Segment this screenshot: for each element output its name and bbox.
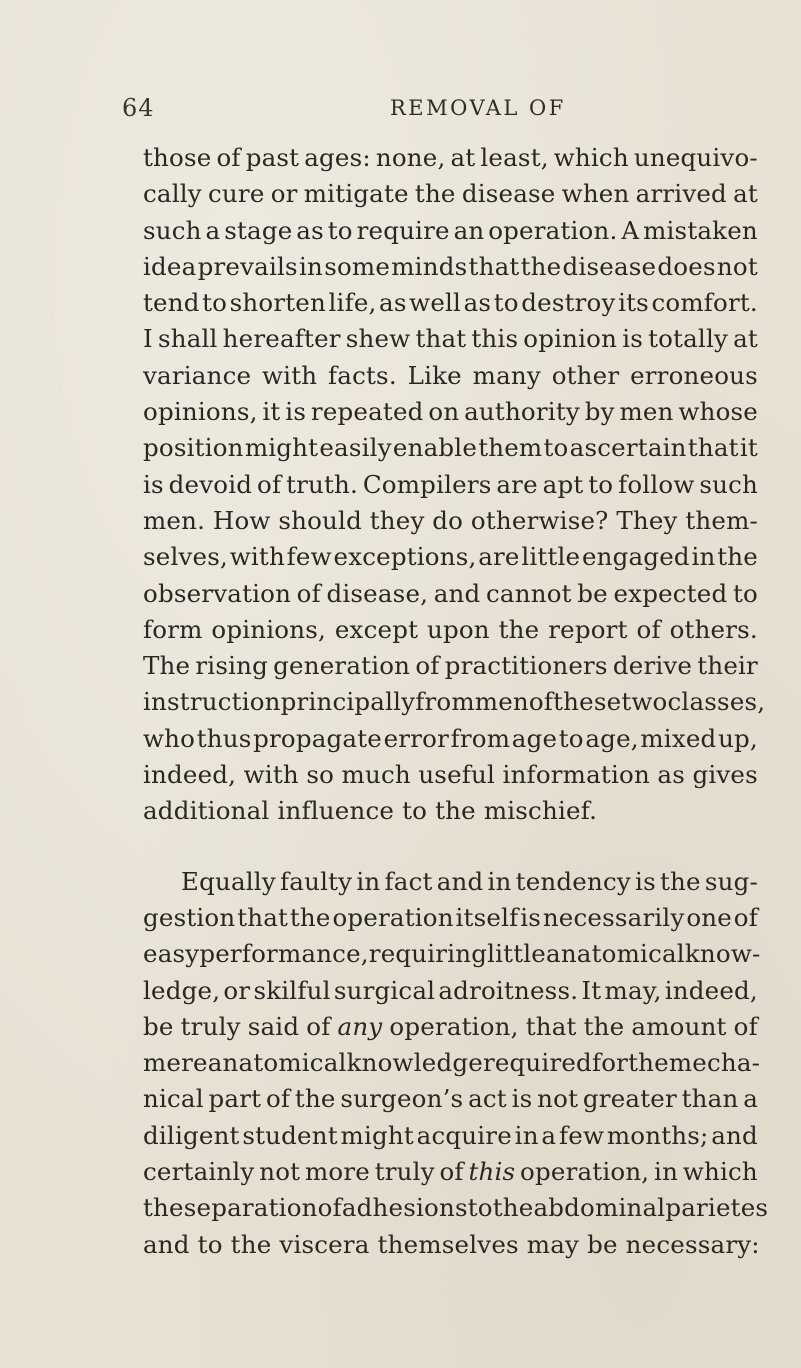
text-line: who thus propagate error from age to age, mixed up, bbox=[143, 723, 758, 753]
text-line: cally cure or mitigate the disease when arrived at bbox=[143, 179, 758, 209]
text-line: the separation of adhesions to the abdominal parietes bbox=[143, 1193, 769, 1223]
paragraph bbox=[143, 140, 766, 830]
text-line: variance with facts. Like many other erroneous bbox=[143, 360, 758, 390]
text-line: opinions, it is repeated on authority by men whose bbox=[143, 397, 758, 427]
text-line: those of past ages: none, at least, which unequivo- bbox=[143, 143, 758, 172]
text-line: position might easily enable them to ascertain that it bbox=[143, 433, 758, 463]
text-line: nical part of the surgeon’s act is not greater than a bbox=[143, 1084, 758, 1114]
text-line: form opinions, except upon the report of others. bbox=[143, 614, 758, 644]
text-line: gestion that the operation itself is necessarily one of bbox=[143, 902, 758, 932]
text-line: mere anatomical knowledge required for the mecha- bbox=[143, 1048, 761, 1078]
paragraph bbox=[143, 864, 769, 1263]
text-line: additional influence to the mischief. bbox=[143, 796, 598, 826]
text-line: such a stage as to require an operation. A mistaken bbox=[143, 215, 758, 245]
text-line: men. How should they do otherwise? They them- bbox=[143, 505, 758, 535]
text-line: easy performance, requiring little anatomical know- bbox=[143, 939, 761, 969]
text-line: The rising generation of practitioners derive their bbox=[143, 651, 758, 681]
text-line: ledge, or skilful surgical adroitness. It may, indeed, bbox=[143, 975, 758, 1005]
body-text bbox=[143, 140, 769, 1263]
text-line: idea prevails in some minds that the disease does not bbox=[143, 251, 758, 281]
text-line: selves, with few exceptions, are little engaged in the bbox=[143, 542, 758, 572]
page-header bbox=[118, 94, 758, 134]
page-number: 64 bbox=[122, 94, 155, 122]
text-line: instruction principally from men of these two classes, bbox=[143, 687, 766, 717]
text-line: Equally faulty in fact and in tendency is the sug- bbox=[181, 866, 758, 896]
running-head: REMOVAL OF bbox=[390, 96, 566, 120]
text-line: is devoid of truth. Compilers are apt to follow such bbox=[143, 469, 758, 499]
text-line: certainly not more truly of this operation, in which bbox=[143, 1157, 758, 1187]
text-line: be truly said of any operation, that the amount of bbox=[143, 1011, 758, 1041]
text-line: tend to shorten life, as well as to destroy its comfort. bbox=[143, 288, 758, 318]
paragraph-gap bbox=[143, 830, 758, 864]
text-line: observation of disease, and cannot be expected to bbox=[143, 578, 758, 608]
text-line: indeed, with so much useful information as gives bbox=[143, 760, 758, 790]
text-line: I shall hereafter shew that this opinion is totally at bbox=[143, 324, 758, 354]
text-line: diligent student might acquire in a few months; and bbox=[143, 1120, 758, 1150]
text-line: and to the viscera themselves may be necessary: bbox=[143, 1229, 760, 1259]
